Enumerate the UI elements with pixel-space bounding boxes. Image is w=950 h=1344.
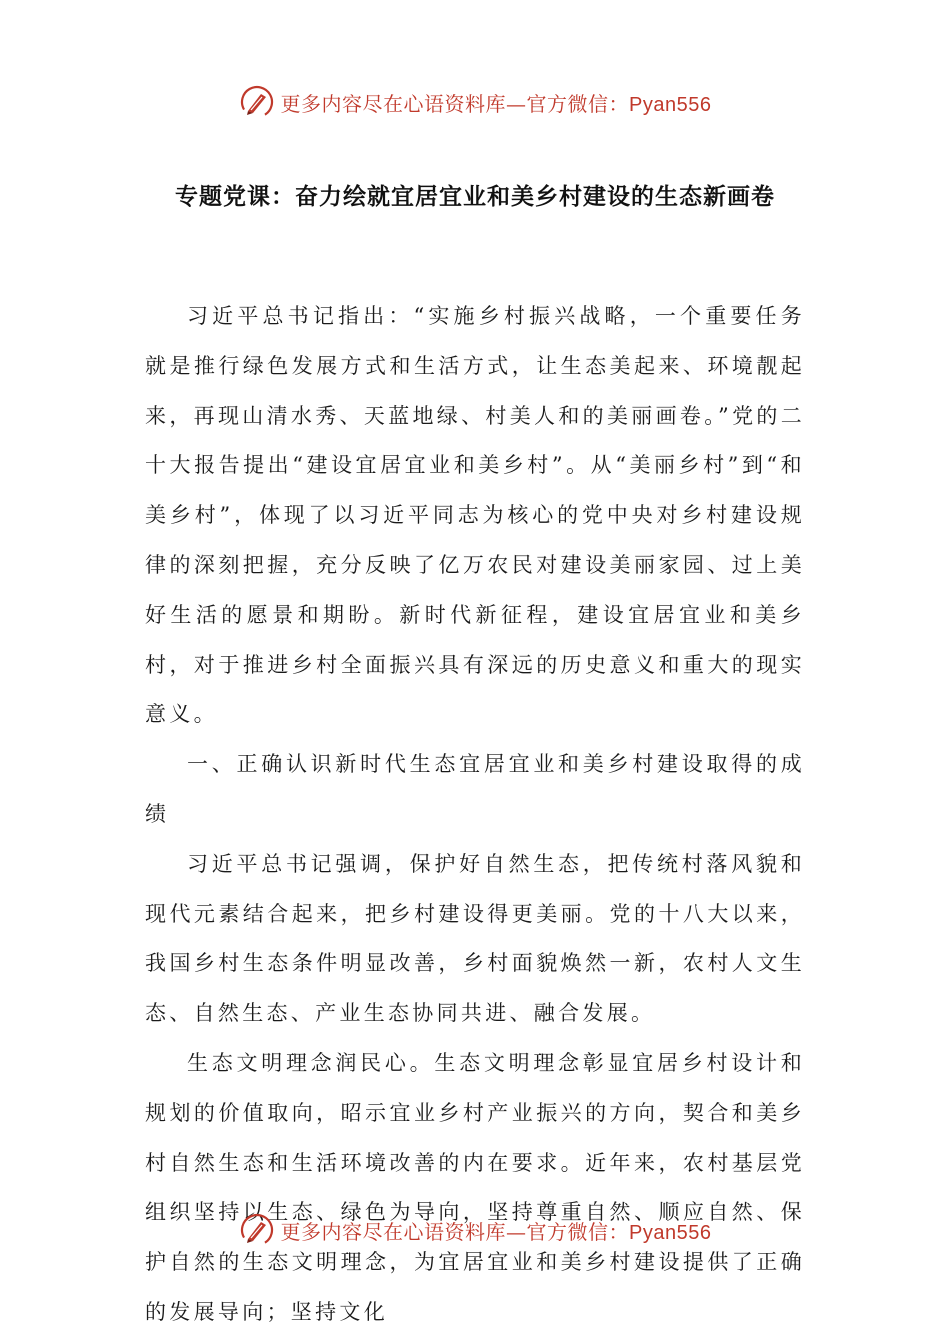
watermark-text — [281, 1216, 712, 1245]
pen-nib-logo-icon — [239, 84, 275, 120]
watermark-text — [281, 88, 712, 117]
document-title: 专题党课：奋力绘就宜居宜业和美乡村建设的生态新画卷 — [175, 184, 775, 210]
wechat-id: Pyan556 — [629, 1221, 712, 1244]
pen-nib-logo-icon — [239, 1212, 275, 1248]
paragraph-intro: 习近平总书记指出：“实施乡村振兴战略，一个重要任务就是推行绿色发展方式和生活方式，让生态美起来、环境靓起来，再现山清水秀、天蓝地绿、村美人和的美丽画卷。”党的二十大报告提出“建设宜居宜业和美乡村”。从“美丽乡村”到“和美乡村”，体现了以习近平同志为核心的党中央对乡村建设规律的深刻把握，充分反映了亿万农民对建设美丽家园、过上美好生活的愿景和期盼。新时代新征程，建设宜居宜业和美乡村，对于推进乡村全面振兴具有深远的历史意义和重大的现实意义。 — [145, 304, 805, 727]
wechat-id: Pyan556 — [629, 93, 712, 116]
header-watermark — [0, 80, 950, 124]
footer-watermark — [0, 1208, 950, 1252]
watermark-slogan: 更多内容尽在心语资料库—官方微信： — [280, 1219, 630, 1244]
paragraph-section1-intro: 习近平总书记强调，保护好自然生态，把传统村落风貌和现代元素结合起来，把乡村建设得更美丽。党的十八大以来，我国乡村生态条件明显改善，乡村面貌焕然一新，农村人文生态、自然生态、产业生态协同共进、融合发展。 — [145, 851, 805, 1026]
document-body — [145, 292, 805, 1338]
paragraph-ecological-concept: 生态文明理念润民心。生态文明理念彰显宜居乡村设计和规划的价值取向，昭示宜业乡村产业振兴的方向，契合和美乡村自然生态和生活环境改善的内在要求。近年来，农村基层党组织坚持以生态、绿色为导向，坚持尊重自然、顺应自然、保护自然的生态文明理念，为宜居宜业和美乡村建设提供了正确的发展导向；坚持文化 — [145, 1050, 805, 1324]
watermark-slogan: 更多内容尽在心语资料库—官方微信： — [280, 91, 630, 116]
section-heading-1: 一、正确认识新时代生态宜居宜业和美乡村建设取得的成绩 — [145, 752, 805, 826]
